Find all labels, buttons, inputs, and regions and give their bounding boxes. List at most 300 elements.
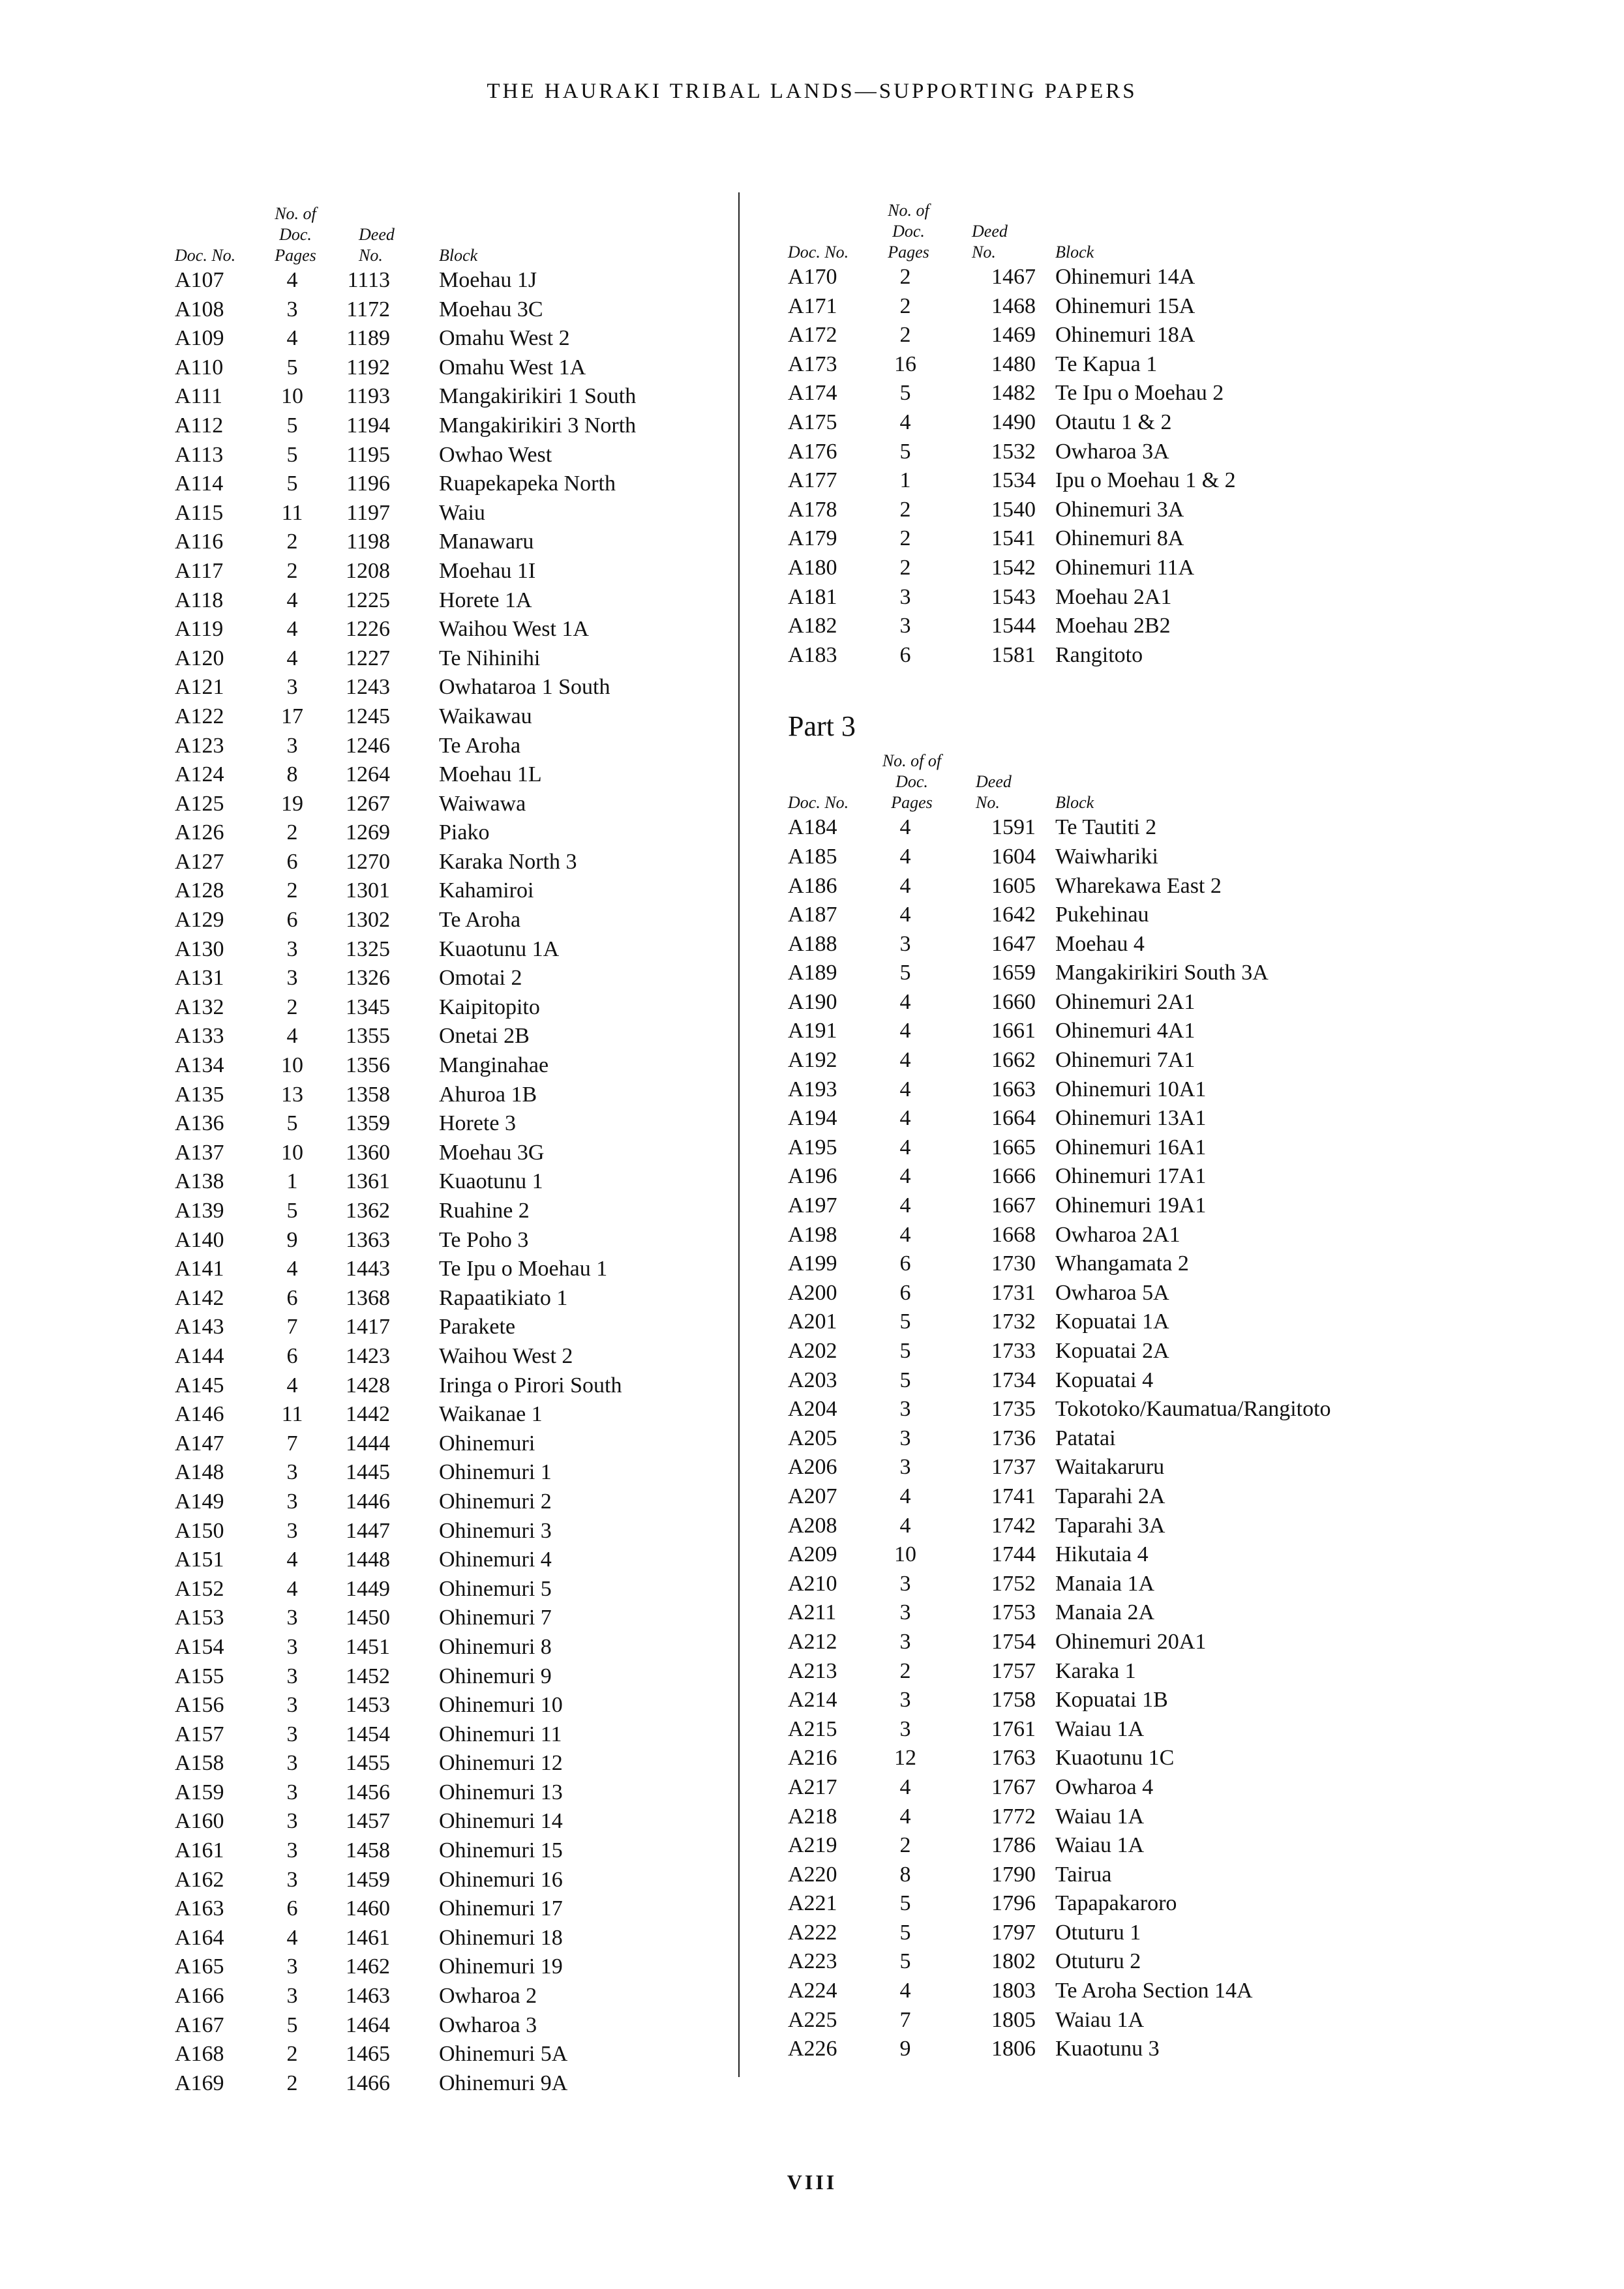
table-row <box>175 732 710 761</box>
deed-no: 1754 <box>991 1629 1036 1654</box>
doc-pages: 5 <box>899 961 911 985</box>
block-name: Ohinemuri 15 <box>439 1838 563 1863</box>
doc-no: A169 <box>175 2071 224 2095</box>
doc-no: A138 <box>175 1169 224 1194</box>
doc-no: A225 <box>788 2007 837 2032</box>
doc-pages: 3 <box>286 1460 298 1485</box>
deed-no: 1192 <box>346 355 390 380</box>
doc-no: A213 <box>788 1658 837 1683</box>
doc-no: A110 <box>175 355 224 380</box>
block-name: Ipu o Moehau 1 & 2 <box>1055 468 1236 493</box>
doc-no: A223 <box>788 1949 837 1974</box>
block-name: Moehau 2A1 <box>1055 584 1172 609</box>
block-name: Kopuatai 4 <box>1055 1368 1154 1392</box>
table-row <box>175 1051 710 1081</box>
doc-pages: 4 <box>286 1925 298 1950</box>
block-name: Te Ipu o Moehau 1 <box>439 1257 608 1281</box>
block-name: Ohinemuri 4A1 <box>1055 1019 1195 1043</box>
table-row <box>788 1133 1414 1163</box>
left-column <box>175 196 710 2098</box>
deed-no: 1226 <box>346 617 390 642</box>
doc-pages: 17 <box>281 704 303 728</box>
block-name: Omahu West 1A <box>439 355 586 380</box>
doc-pages: 2 <box>899 293 911 318</box>
block-name: Moehau 1L <box>439 762 542 787</box>
table-row <box>175 1720 710 1750</box>
deed-no: 1362 <box>346 1199 390 1223</box>
table-row <box>788 1598 1414 1628</box>
deed-no: 1757 <box>991 1658 1036 1683</box>
doc-pages: 3 <box>286 966 298 991</box>
header-deed-no: Deed No. <box>359 225 395 265</box>
block-name: Pukehinau <box>1055 903 1149 927</box>
table-row <box>175 1429 710 1459</box>
doc-no: A126 <box>175 820 224 845</box>
deed-no: 1325 <box>346 936 390 961</box>
doc-pages: 19 <box>281 791 303 816</box>
block-name: Ohinemuri 19 <box>439 1954 563 1979</box>
doc-no: A216 <box>788 1746 837 1771</box>
deed-no: 1786 <box>991 1833 1036 1858</box>
doc-pages: 3 <box>286 675 298 700</box>
doc-pages: 4 <box>286 617 298 642</box>
doc-pages: 5 <box>286 1199 298 1223</box>
doc-no: A222 <box>788 1920 837 1945</box>
doc-no: A143 <box>175 1315 224 1339</box>
doc-pages: 2 <box>899 555 911 580</box>
doc-no: A188 <box>788 931 837 956</box>
table-row <box>175 1778 710 1808</box>
doc-no: A207 <box>788 1484 837 1508</box>
table-row <box>175 441 710 470</box>
table-row <box>788 1744 1414 1773</box>
doc-no: A141 <box>175 1257 224 1281</box>
deed-no: 1302 <box>346 908 390 933</box>
doc-pages: 4 <box>899 1513 911 1538</box>
block-name: Ruapekapeka North <box>439 471 616 496</box>
table-row <box>175 528 710 557</box>
deed-no: 1480 <box>991 352 1036 376</box>
doc-pages: 9 <box>899 2037 911 2061</box>
doc-pages: 11 <box>281 500 303 525</box>
block-name: Kuaotunu 1A <box>439 936 560 961</box>
block-name: Ohinemuri 13 <box>439 1780 563 1804</box>
doc-no: A163 <box>175 1896 224 1921</box>
doc-no: A128 <box>175 878 224 903</box>
block-name: Waikawau <box>439 704 532 728</box>
table-row <box>788 1191 1414 1221</box>
table-row <box>788 1453 1414 1482</box>
table-row <box>788 350 1414 380</box>
deed-no: 1193 <box>346 384 390 409</box>
block-name: Ohinemuri 1 <box>439 1460 552 1485</box>
deed-no: 1461 <box>346 1925 390 1950</box>
block-name: Rangitoto <box>1055 642 1143 667</box>
block-name: Rapaatikiato 1 <box>439 1285 568 1310</box>
block-name: Te Nihinihi <box>439 646 541 670</box>
doc-no: A114 <box>175 471 224 496</box>
doc-pages: 4 <box>286 588 298 612</box>
deed-no: 1455 <box>346 1751 390 1776</box>
doc-pages: 2 <box>286 530 298 554</box>
deed-no: 1465 <box>346 2042 390 2067</box>
deed-no: 1458 <box>346 1838 390 1863</box>
doc-no: A129 <box>175 908 224 933</box>
deed-no: 1752 <box>991 1571 1036 1596</box>
block-name: Otuturu 2 <box>1055 1949 1141 1974</box>
deed-no: 1806 <box>991 2037 1036 2061</box>
doc-pages: 10 <box>281 1140 303 1165</box>
doc-no: A171 <box>788 293 837 318</box>
table-row <box>788 930 1414 959</box>
block-name: Piako <box>439 820 490 845</box>
table-row <box>175 2069 710 2099</box>
doc-no: A200 <box>788 1280 837 1305</box>
doc-no: A111 <box>175 384 223 409</box>
deed-no: 1733 <box>991 1339 1036 1363</box>
doc-pages: 4 <box>899 1484 911 1508</box>
block-name: Ohinemuri 7A1 <box>1055 1048 1195 1073</box>
table-row <box>788 1075 1414 1105</box>
doc-pages: 5 <box>899 1368 911 1392</box>
doc-no: A113 <box>175 442 224 467</box>
block-name: Ohinemuri 3 <box>439 1518 552 1543</box>
table-row <box>788 379 1414 408</box>
doc-no: A133 <box>175 1024 224 1049</box>
deed-no: 1732 <box>991 1309 1036 1334</box>
doc-no: A170 <box>788 265 837 289</box>
table-row <box>175 1255 710 1284</box>
doc-pages: 2 <box>286 558 298 583</box>
doc-pages: 4 <box>286 326 298 351</box>
block-name: Owharoa 4 <box>1055 1774 1154 1799</box>
deed-no: 1662 <box>991 1048 1036 1073</box>
doc-no: A173 <box>788 352 837 376</box>
doc-no: A157 <box>175 1722 224 1746</box>
table-row <box>175 1575 710 1604</box>
doc-pages: 6 <box>286 1285 298 1310</box>
block-name: Ohinemuri 20A1 <box>1055 1629 1207 1654</box>
block-name: Waiwawa <box>439 791 526 816</box>
table-row <box>788 1686 1414 1715</box>
header-doc-no: Doc. No. <box>175 246 236 265</box>
deed-no: 1763 <box>991 1746 1036 1771</box>
table-row <box>788 408 1414 438</box>
table-row <box>175 1604 710 1633</box>
block-name: Ohinemuri 2 <box>439 1489 552 1514</box>
table-row <box>788 1947 1414 1977</box>
deed-no: 1267 <box>346 791 390 816</box>
block-name: Moehau 2B2 <box>1055 614 1171 638</box>
table-row <box>788 292 1414 322</box>
doc-pages: 6 <box>286 849 298 874</box>
doc-no: A221 <box>788 1891 837 1916</box>
block-name: Waiau 1A <box>1055 1716 1145 1741</box>
deed-no: 1667 <box>991 1193 1036 1218</box>
block-name: Moehau 1J <box>439 268 537 292</box>
doc-pages: 6 <box>899 642 911 667</box>
doc-no: A160 <box>175 1809 224 1834</box>
table-row <box>175 790 710 819</box>
doc-pages: 5 <box>899 381 911 406</box>
doc-no: A210 <box>788 1571 837 1596</box>
table-row <box>175 1022 710 1051</box>
doc-pages: 8 <box>899 1862 911 1887</box>
doc-no: A175 <box>788 410 837 434</box>
block-name: Ruahine 2 <box>439 1199 530 1223</box>
doc-no: A209 <box>788 1542 837 1567</box>
block-name: Te Aroha <box>439 908 521 933</box>
block-name: Owharoa 2 <box>439 1984 537 2009</box>
doc-pages: 4 <box>899 1106 911 1131</box>
block-name: Omahu West 2 <box>439 326 570 351</box>
block-name: Hikutaia 4 <box>1055 1542 1149 1567</box>
doc-pages: 3 <box>899 1397 911 1422</box>
deed-no: 1451 <box>346 1634 390 1659</box>
deed-no: 1456 <box>346 1780 390 1804</box>
block-name: Tapapakaroro <box>1055 1891 1177 1916</box>
doc-pages: 3 <box>899 1716 911 1741</box>
doc-no: A119 <box>175 617 224 642</box>
deed-no: 1454 <box>346 1722 390 1746</box>
block-name: Te Kapua 1 <box>1055 352 1158 376</box>
deed-no: 1197 <box>346 500 390 525</box>
table-row <box>788 901 1414 930</box>
doc-no: A140 <box>175 1227 224 1252</box>
deed-no: 1417 <box>346 1315 390 1339</box>
deed-no: 1450 <box>346 1606 390 1630</box>
doc-no: A158 <box>175 1751 224 1776</box>
deed-no: 1442 <box>346 1402 390 1427</box>
doc-pages: 3 <box>899 1455 911 1480</box>
doc-no: A197 <box>788 1193 837 1218</box>
header-block: Block <box>439 246 478 265</box>
block-name: Taparahi 3A <box>1055 1513 1165 1538</box>
deed-no: 1797 <box>991 1920 1036 1945</box>
deed-no: 1358 <box>346 1082 390 1107</box>
block-name: Omotai 2 <box>439 966 522 991</box>
block-name: Moehau 3G <box>439 1140 545 1165</box>
table-row <box>788 1540 1414 1570</box>
doc-no: A108 <box>175 297 224 322</box>
block-name: Ohinemuri 18 <box>439 1925 563 1950</box>
block-name: Waikanae 1 <box>439 1402 543 1427</box>
doc-pages: 5 <box>899 1920 911 1945</box>
block-name: Kahamiroi <box>439 878 534 903</box>
doc-no: A162 <box>175 1867 224 1892</box>
block-name: Waihou West 1A <box>439 617 589 642</box>
doc-no: A142 <box>175 1285 224 1310</box>
block-name: Manginahae <box>439 1053 549 1078</box>
block-name: Ohinemuri 12 <box>439 1751 563 1776</box>
deed-no: 1457 <box>346 1809 390 1834</box>
doc-pages: 9 <box>286 1227 298 1252</box>
block-name: Kuaotunu 3 <box>1055 2037 1160 2061</box>
deed-no: 1363 <box>346 1227 390 1252</box>
deed-no: 1744 <box>991 1542 1036 1567</box>
deed-no: 1668 <box>991 1222 1036 1247</box>
block-name: Karaka 1 <box>1055 1658 1136 1683</box>
table-row <box>175 1081 710 1110</box>
table-row <box>788 1512 1414 1541</box>
doc-pages: 2 <box>899 497 911 522</box>
doc-no: A172 <box>788 323 837 348</box>
deed-no: 1543 <box>991 584 1036 609</box>
deed-no: 1772 <box>991 1804 1036 1829</box>
table-row <box>175 935 710 965</box>
doc-pages: 6 <box>899 1280 911 1305</box>
doc-no: A198 <box>788 1222 837 1247</box>
block-name: Ohinemuri 16 <box>439 1867 563 1892</box>
table-row <box>788 1482 1414 1512</box>
table-row <box>175 2040 710 2069</box>
block-name: Owharoa 3A <box>1055 439 1169 464</box>
table-row <box>788 2035 1414 2064</box>
doc-pages: 4 <box>899 989 911 1014</box>
deed-no: 1447 <box>346 1518 390 1543</box>
doc-no: A177 <box>788 468 837 493</box>
block-name: Mangakirikiri 3 North <box>439 413 637 438</box>
doc-pages: 3 <box>899 1571 911 1596</box>
left-table-body <box>175 266 710 2098</box>
block-name: Owharoa 2A1 <box>1055 1222 1180 1247</box>
deed-no: 1113 <box>347 268 390 292</box>
block-name: Te Poho 3 <box>439 1227 529 1252</box>
block-name: Whangamata 2 <box>1055 1251 1189 1276</box>
header-deed-no: Deed No. <box>972 222 1008 262</box>
block-name: Ohinemuri 5A <box>439 2042 568 2067</box>
deed-no: 1742 <box>991 1513 1036 1538</box>
doc-pages: 4 <box>899 1222 911 1247</box>
deed-no: 1737 <box>991 1455 1036 1480</box>
table-row <box>788 872 1414 901</box>
doc-pages: 3 <box>286 1780 298 1804</box>
page-title: THE HAURAKI TRIBAL LANDS—SUPPORTING PAPERS <box>487 80 1137 103</box>
doc-no: A147 <box>175 1431 224 1456</box>
doc-no: A194 <box>788 1106 837 1131</box>
deed-no: 1735 <box>991 1397 1036 1422</box>
block-name: Ohinemuri 8A <box>1055 526 1184 551</box>
doc-no: A151 <box>175 1548 224 1572</box>
deed-no: 1753 <box>991 1600 1036 1625</box>
deed-no: 1361 <box>346 1169 390 1194</box>
table-row <box>788 1337 1414 1366</box>
doc-no: A215 <box>788 1716 837 1741</box>
doc-no: A199 <box>788 1251 837 1276</box>
doc-pages: 4 <box>899 1019 911 1043</box>
doc-no: A176 <box>788 439 837 464</box>
block-name: Owharoa 5A <box>1055 1280 1169 1305</box>
deed-no: 1446 <box>346 1489 390 1514</box>
doc-pages: 6 <box>286 908 298 933</box>
doc-pages: 2 <box>286 820 298 845</box>
table-row <box>175 964 710 993</box>
table-row <box>175 1139 710 1168</box>
block-name: Kuaotunu 1C <box>1055 1746 1175 1771</box>
doc-pages: 2 <box>899 526 911 551</box>
doc-pages: 10 <box>894 1542 916 1567</box>
block-name: Ohinemuri 7 <box>439 1606 552 1630</box>
doc-pages: 1 <box>899 468 911 493</box>
doc-pages: 2 <box>899 323 911 348</box>
block-name: Ohinemuri 4 <box>439 1548 552 1572</box>
block-name: Patatai <box>1055 1426 1116 1450</box>
doc-no: A180 <box>788 555 837 580</box>
doc-no: A125 <box>175 791 224 816</box>
part-heading: Part 3 <box>788 710 856 743</box>
deed-no: 1805 <box>991 2007 1036 2032</box>
header-deed-no: Deed No. <box>976 772 1012 813</box>
doc-pages: 3 <box>899 931 911 956</box>
header-block: Block <box>1055 243 1094 262</box>
block-name: Mangakirikiri 1 South <box>439 384 637 409</box>
header-pages: No. of Doc. Pages <box>888 201 929 262</box>
block-name: Ohinemuri 19A1 <box>1055 1193 1207 1218</box>
deed-no: 1466 <box>346 2071 390 2095</box>
doc-no: A154 <box>175 1634 224 1659</box>
doc-pages: 5 <box>286 442 298 467</box>
block-name: Ohinemuri 8 <box>439 1634 552 1659</box>
doc-pages: 4 <box>286 1576 298 1601</box>
block-name: Tokotoko/Kaumatua/Rangitoto <box>1055 1397 1331 1422</box>
doc-pages: 4 <box>286 1373 298 1398</box>
doc-pages: 3 <box>286 1867 298 1892</box>
block-name: Te Aroha Section 14A <box>1055 1979 1253 2003</box>
table-row <box>175 470 710 499</box>
deed-no: 1591 <box>991 815 1036 840</box>
doc-no: A219 <box>788 1833 837 1858</box>
doc-no: A190 <box>788 989 837 1014</box>
doc-pages: 5 <box>286 355 298 380</box>
doc-no: A109 <box>175 326 224 351</box>
block-name: Iringa o Pirori South <box>439 1373 622 1398</box>
doc-no: A178 <box>788 497 837 522</box>
deed-no: 1326 <box>346 966 390 991</box>
block-name: Te Aroha <box>439 733 521 758</box>
table-row <box>175 993 710 1023</box>
deed-no: 1730 <box>991 1251 1036 1276</box>
table-row <box>175 1546 710 1575</box>
deed-no: 1448 <box>346 1548 390 1572</box>
table-row <box>788 1919 1414 1948</box>
block-name: Ohinemuri 16A1 <box>1055 1135 1207 1159</box>
doc-pages: 5 <box>899 1891 911 1916</box>
block-name: Moehau 4 <box>1055 931 1145 956</box>
block-name: Ohinemuri 9A <box>439 2071 568 2095</box>
table-row <box>175 266 710 295</box>
doc-pages: 3 <box>899 1600 911 1625</box>
right-column <box>788 192 1414 2064</box>
table-row <box>788 1366 1414 1396</box>
deed-no: 1468 <box>991 293 1036 318</box>
block-name: Ohinemuri 14 <box>439 1809 563 1834</box>
doc-pages: 4 <box>899 1135 911 1159</box>
doc-no: A191 <box>788 1019 837 1043</box>
deed-no: 1462 <box>346 1954 390 1979</box>
deed-no: 1642 <box>991 903 1036 927</box>
table-header <box>175 196 710 266</box>
deed-no: 1359 <box>346 1111 390 1136</box>
table-row <box>175 1458 710 1488</box>
block-name: Wharekawa East 2 <box>1055 873 1222 898</box>
block-name: Waiau 1A <box>1055 2007 1145 2032</box>
deed-no: 1189 <box>346 326 390 351</box>
table-row <box>788 1308 1414 1337</box>
table-row <box>175 1662 710 1692</box>
doc-pages: 4 <box>899 844 911 869</box>
deed-no: 1761 <box>991 1716 1036 1741</box>
table-row <box>175 1313 710 1342</box>
